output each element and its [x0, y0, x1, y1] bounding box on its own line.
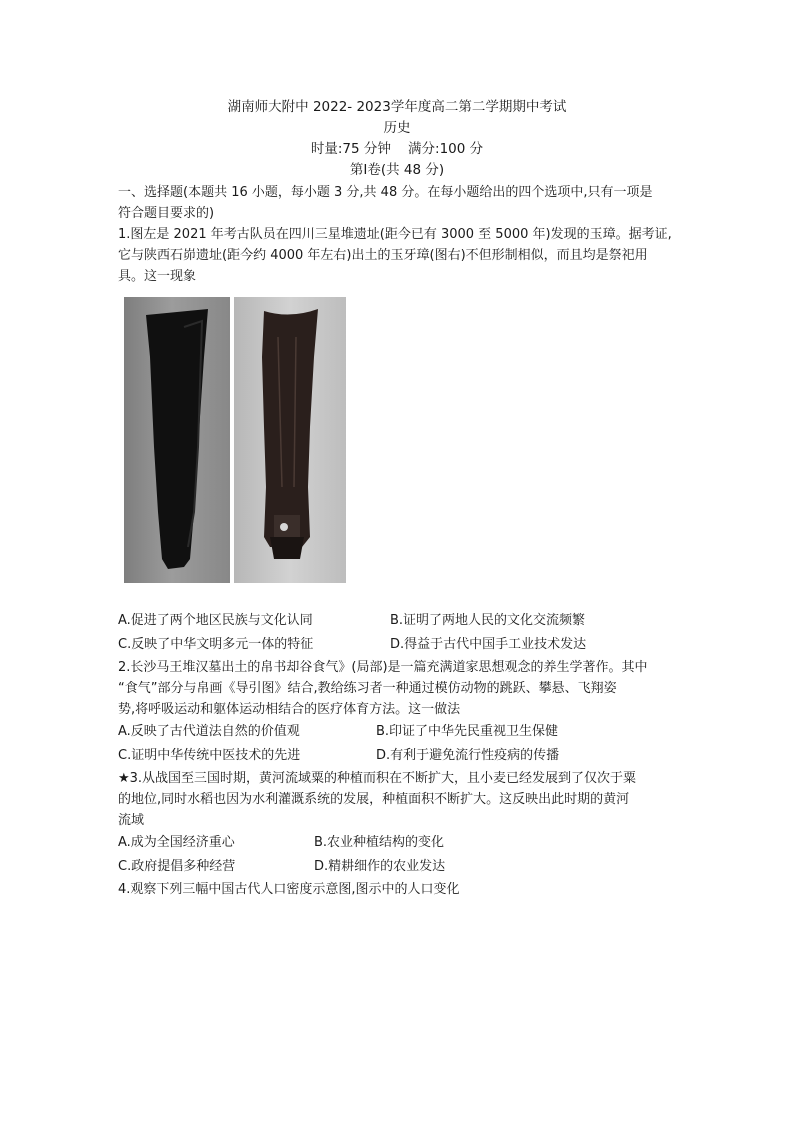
exam-volume: 第Ⅰ卷(共 48 分) [349, 162, 445, 178]
q2-text-line1: 2.长沙马王堆汉墓出土的帛书却谷食气》(局部)是一篇充满道家思想观念的养生学著作。其中 [118, 660, 648, 675]
exam-time-score: 时量:75 分钟 满分:100 分 [310, 141, 484, 157]
exam-title: 湖南师大附中 2022- 2023学年度高二第二学期期中考试 [227, 99, 567, 115]
question-3 [118, 768, 688, 879]
jade-zhang-sanxingdui-photo [124, 297, 230, 583]
q1-option-d[interactable]: D.得益于古代中国手工业技术发达 [390, 637, 587, 652]
q2-option-c[interactable]: C.证明中华传统中医技术的先进 [118, 748, 301, 763]
q2-option-d[interactable]: D.有利于避免流行性疫病的传播 [376, 748, 560, 763]
question-2 [118, 657, 688, 768]
q3-option-c[interactable]: C.政府提倡多种经营 [118, 859, 236, 874]
q3-options-row2 [118, 855, 688, 879]
q1-text-line3: 具。这一现象 [118, 269, 197, 284]
jade-yazhang-shimao-photo [234, 297, 346, 583]
question-4 [118, 879, 688, 900]
q2-text-line3: 势,将呼吸运动和躯体运动相结合的医疗体育方法。这一做法 [118, 702, 461, 717]
q3-option-a[interactable]: A.成为全国经济重心 [118, 835, 235, 850]
q1-option-c[interactable]: C.反映了中华文明多元一体的特征 [118, 637, 314, 652]
question-1 [118, 224, 688, 657]
q3-options-row1 [118, 831, 688, 855]
q2-text-line2: “食气”部分与帛画《导引图》结合,教给练习者一种通过模仿动物的跳跃、攀悬、飞翔姿 [118, 681, 617, 696]
q1-option-b[interactable]: B.证明了两地人民的文化交流频繁 [390, 613, 586, 628]
q1-text-line2: 它与陕西石峁遗址(距今约 4000 年左右)出土的玉牙璋(图右)不但形制相似，而且均是祭祀用 [118, 248, 648, 263]
q2-options-row1 [118, 720, 688, 744]
q1-options-row1 [118, 609, 688, 633]
q1-figure [124, 297, 688, 587]
exam-subject: 历史 [383, 120, 411, 136]
q3-text-line1: ★3.从战国至三国时期，黄河流域粟的种植而积在不断扩大，且小麦已经发展到了仅次于粟 [118, 771, 637, 786]
q1-text-line1: 1.图左是 2021 年考古队员在四川三星堆遗址(距今已有 3000 至 5000 年)发现的玉璋。据考证, [118, 227, 672, 242]
q1-option-a[interactable]: A.促进了两个地区民族与文化认同 [118, 613, 313, 628]
q3-option-d[interactable]: D.精耕细作的农业发达 [314, 859, 446, 874]
q2-option-b[interactable]: B.印证了中华先民重视卫生保健 [376, 724, 559, 739]
q3-text-line2: 的地位,同时水稻也因为水利灌溉系统的发展，种植面积不断扩大。这反映出此时期的黄河 [118, 792, 630, 807]
q1-options-row2 [118, 633, 688, 657]
q3-option-b[interactable]: B.农业种植结构的变化 [314, 835, 445, 850]
section-instructions-line2: 符合题目要求的) [118, 206, 215, 221]
q2-options-row2 [118, 744, 688, 768]
q3-text-line3: 流域 [118, 813, 145, 828]
q4-text-line1: 4.观察下列三幅中国古代人口密度示意图,图示中的人口变化 [118, 882, 460, 897]
exam-content [118, 182, 688, 900]
section-instructions-line1: 一、选择题(本题共 16 小题，每小题 3 分,共 48 分。在每小题给出的四个选项中,只有一项是 [118, 185, 653, 200]
exam-header [0, 97, 794, 181]
q2-option-a[interactable]: A.反映了古代道法自然的价值观 [118, 724, 300, 739]
